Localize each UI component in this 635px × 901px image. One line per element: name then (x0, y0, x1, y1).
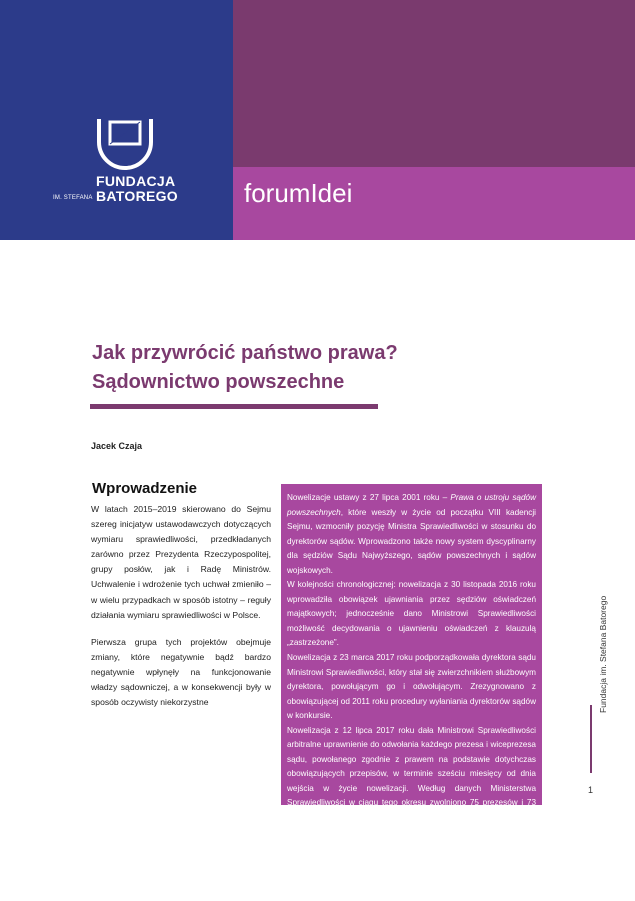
article-title-line-1: Jak przywrócić państwo prawa? (92, 342, 398, 364)
left-paragraph-1: W latach 2015–2019 skierowano do Sejmu szereg inicjatyw ustawodawczych dotyczących wymiaru sprawiedliwości, przedkładanych zarówno przez Prezydenta Rzeczypospolitej, grupy posłów, jak i Radę Ministrów. Uchwalenie i wdrożenie tych uchwał zmieniło – w wielu przypadkach w sposób istotny – reguły działania wymiaru sprawiedliwości w Polsce. (91, 504, 271, 620)
header-band-right-top (233, 0, 635, 167)
article-title-line-2: Sądownictwo powszechne (92, 371, 345, 393)
sidebox-paragraph-3: Nowelizacja z 23 marca 2017 roku podporządkowała dyrektora sądu Ministrowi Sprawiedliwości, który stał się zwierzchnikiem służbowym dyrektora, powołującym go i odwołującym. Zrezygnowano z obowiązującej od 2011 roku procedury wyłaniania dyrektorów sądów w konkursie. (287, 653, 536, 721)
author-name: Jacek Czaja (91, 441, 143, 451)
side-rule (590, 705, 592, 773)
sidebar-box (281, 484, 542, 837)
logo-word-batorego: BATOREGO (96, 188, 178, 204)
section-heading: Wprowadzenie (92, 480, 198, 497)
sidebox-p1-text-start: Nowelizacje ustawy z 27 lipca 2001 roku – (287, 493, 451, 502)
left-column (91, 502, 271, 710)
series-title: forumIdei (244, 178, 353, 208)
sidebox-paragraph-2: W kolejności chronologicznej: nowelizacja z 30 listopada 2016 roku wprowadziła obowiązek ujawniania przez sędziów oświadczeń majątkowych; jednocześnie dano Ministrowi Sprawiedliwości możliwość decydowania o ujawnieniu oświadczeń z klauzulą „zastrzeżone”. (287, 580, 536, 648)
sidebox-paragraph-4: Nowelizacja z 12 lipca 2017 roku dała Ministrowi Sprawiedliwości arbitralne uprawnienie do odwołania każdego prezesa i wiceprezesa sądu, powołanego zgodnie z prawem na podstawie dotychczas obowiązujących przepisów, w terminie sześciu miesięcy od dnia wejścia w życie nowelizacji. Według danych Ministerstwa Sprawiedliwości w ciągu tego okresu zwolniono 75 prezesów i 73 wiceprezesów sądów powszechnych oraz 2 prezesów i 8 wiceprezesów sądów wojskowych (w tym (287, 725, 536, 837)
sidebox-p1-text-end: , które weszły w życie od początku VIII kadencji Sejmu, wzmocniły pozycję Ministra Sprawiedliwości w stosunku do dyrektorów sądów. Wprowadzono także nowy system dyscyplinarny dla sędziów Sądu Najwyższego, sądów powszechnych i sądów wojskowych. (287, 507, 536, 575)
foundation-logo-icon (96, 117, 154, 173)
logo-small-text: IM. STEFANA (53, 195, 93, 201)
sidebox-paragraph-1 (287, 491, 536, 578)
side-foundation-label: Fundacja im. Stefana Batorego (598, 595, 608, 713)
title-underline (90, 404, 378, 409)
logo-word-fundacja: FUNDACJA (96, 173, 176, 189)
page-number: 1 (588, 785, 594, 795)
sidebox-p1-italic-title: Prawa o ustroju sądów powszechnych (287, 493, 536, 517)
left-paragraph-2: Pierwsza grupa tych projektów obejmuje zmiany, które negatywnie bądź bardzo negatywnie wpłynęły na funkcjonowanie władzy sądowniczej, a w konsekwencji były w sposób oczywisty niekorzystne (91, 636, 271, 708)
